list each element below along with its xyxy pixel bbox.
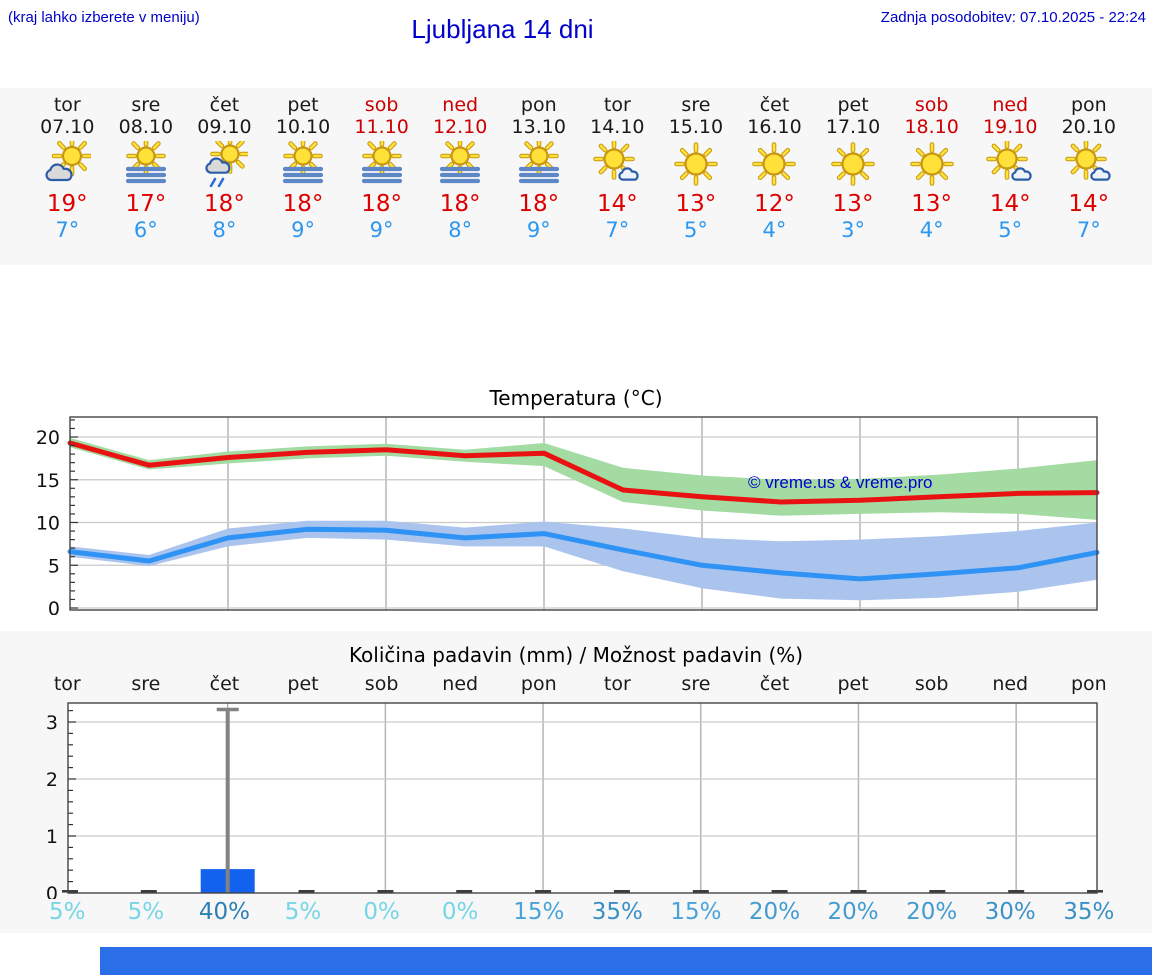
day-column[interactable] bbox=[657, 94, 736, 265]
sun-fog-icon bbox=[421, 141, 500, 189]
precip-probability: 5% bbox=[284, 899, 322, 925]
precip-day-label: sre bbox=[131, 673, 161, 695]
precip-probability: 0% bbox=[441, 899, 479, 925]
precip-day-label: sob bbox=[364, 673, 399, 695]
day-date: 20.10 bbox=[1061, 116, 1116, 138]
sun-cloud-rain-icon bbox=[185, 141, 264, 189]
day-low-temp: 5° bbox=[683, 218, 708, 242]
sun-fog-icon bbox=[342, 141, 421, 189]
day-date: 07.10 bbox=[40, 116, 95, 138]
day-date: 08.10 bbox=[118, 116, 174, 138]
day-column[interactable] bbox=[735, 94, 814, 265]
day-high-temp: 18° bbox=[204, 191, 245, 217]
day-name: tor bbox=[53, 94, 81, 116]
day-column[interactable] bbox=[107, 94, 186, 265]
precip-day-label: pon bbox=[520, 673, 557, 695]
day-name: pet bbox=[837, 94, 869, 116]
precip-probability: 35% bbox=[591, 899, 643, 925]
precip-probability: 0% bbox=[363, 899, 400, 925]
day-column[interactable] bbox=[1050, 94, 1129, 265]
day-column[interactable] bbox=[342, 94, 421, 265]
day-low-temp: 7° bbox=[605, 218, 630, 242]
precip-section bbox=[0, 631, 1152, 933]
day-high-temp: 18° bbox=[439, 191, 481, 217]
sun-icon bbox=[735, 141, 814, 189]
precip-chart-title: Količina padavin (mm) / Možnost padavin (%) bbox=[348, 643, 804, 667]
day-high-temp: 13° bbox=[832, 191, 874, 217]
day-name: pon bbox=[1070, 94, 1107, 116]
day-name: ned bbox=[442, 94, 479, 116]
precip-probability: 35% bbox=[1063, 899, 1115, 925]
day-high-temp: 13° bbox=[675, 191, 717, 217]
day-name: sre bbox=[131, 94, 161, 116]
precip-day-label: ned bbox=[442, 673, 479, 695]
sun-fog-icon bbox=[107, 141, 186, 189]
day-date: 15.10 bbox=[668, 116, 724, 138]
precip-day-label: tor bbox=[53, 673, 81, 695]
sun-icon bbox=[657, 141, 736, 189]
day-name: tor bbox=[603, 94, 631, 116]
precip-day-label: čet bbox=[209, 673, 240, 695]
day-low-temp: 9° bbox=[369, 218, 394, 242]
day-name: pon bbox=[520, 94, 557, 116]
day-date: 18.10 bbox=[904, 116, 959, 138]
precip-probability: 40% bbox=[198, 899, 250, 925]
svg-text:3: 3 bbox=[45, 712, 58, 734]
day-date: 10.10 bbox=[275, 116, 331, 138]
sun-small-cloud-icon bbox=[1050, 141, 1129, 189]
precip-day-label: sob bbox=[914, 673, 949, 695]
day-high-temp: 18° bbox=[361, 191, 402, 217]
svg-text:5: 5 bbox=[47, 555, 60, 578]
day-high-temp: 14° bbox=[989, 191, 1031, 217]
svg-text:0: 0 bbox=[45, 883, 58, 899]
watermark-link[interactable]: © vreme.us & vreme.pro bbox=[748, 473, 933, 492]
day-low-temp: 9° bbox=[526, 218, 551, 242]
sun-small-cloud-icon bbox=[578, 141, 657, 189]
day-date: 11.10 bbox=[354, 116, 409, 138]
day-column[interactable] bbox=[814, 94, 893, 265]
sun-small-cloud-icon bbox=[971, 141, 1050, 189]
day-low-temp: 9° bbox=[291, 218, 315, 242]
day-high-temp: 17° bbox=[125, 191, 167, 217]
day-column[interactable] bbox=[971, 94, 1050, 265]
day-low-temp: 8° bbox=[212, 218, 237, 242]
day-low-temp: 4° bbox=[919, 218, 944, 242]
day-name: sob bbox=[914, 94, 949, 116]
sun-fog-icon bbox=[264, 141, 343, 189]
day-low-temp: 7° bbox=[55, 218, 80, 242]
day-high-temp: 18° bbox=[282, 191, 324, 217]
precip-day-label: čet bbox=[759, 673, 790, 695]
day-high-temp: 19° bbox=[46, 191, 88, 217]
page-title: Ljubljana 14 dni bbox=[411, 14, 594, 44]
day-date: 17.10 bbox=[825, 116, 881, 138]
header-note: (kraj lahko izberete v meniju) bbox=[8, 9, 200, 26]
day-name: čet bbox=[759, 94, 790, 116]
temp-chart-title: Temperatura (°C) bbox=[489, 386, 663, 410]
forecast-strip bbox=[0, 88, 1152, 265]
day-high-temp: 13° bbox=[911, 191, 953, 217]
day-low-temp: 8° bbox=[448, 218, 473, 242]
day-column[interactable] bbox=[264, 94, 343, 265]
day-high-temp: 14° bbox=[1068, 191, 1110, 217]
day-column[interactable] bbox=[499, 94, 578, 265]
temperature-chart bbox=[0, 415, 1152, 615]
day-name: čet bbox=[209, 94, 240, 116]
precip-day-label: sre bbox=[681, 673, 711, 695]
day-date: 09.10 bbox=[197, 116, 252, 138]
day-date: 19.10 bbox=[983, 116, 1038, 138]
precip-probability: 20% bbox=[906, 899, 958, 925]
day-column[interactable] bbox=[892, 94, 971, 265]
day-name: sre bbox=[681, 94, 711, 116]
day-column[interactable] bbox=[578, 94, 657, 265]
precip-probability: 20% bbox=[827, 899, 879, 925]
svg-text:0: 0 bbox=[47, 598, 60, 615]
day-name: ned bbox=[992, 94, 1029, 116]
day-high-temp: 18° bbox=[518, 191, 560, 217]
precip-probability: 15% bbox=[670, 899, 722, 925]
day-date: 16.10 bbox=[747, 116, 802, 138]
day-date: 14.10 bbox=[590, 116, 645, 138]
day-column[interactable] bbox=[421, 94, 500, 265]
day-high-temp: 12° bbox=[754, 191, 795, 217]
precip-day-labels bbox=[0, 673, 1152, 695]
day-date: 13.10 bbox=[511, 116, 566, 138]
day-name: pet bbox=[287, 94, 319, 116]
svg-text:1: 1 bbox=[45, 826, 58, 848]
day-name: sob bbox=[364, 94, 399, 116]
last-updated: Zadnja posodobitev: 07.10.2025 - 22:24 bbox=[880, 9, 1146, 26]
svg-text:10: 10 bbox=[35, 512, 60, 535]
day-low-temp: 3° bbox=[841, 218, 865, 242]
day-low-temp: 7° bbox=[1076, 218, 1101, 242]
precipitation-chart bbox=[0, 700, 1152, 899]
day-date: 12.10 bbox=[432, 116, 488, 138]
day-low-temp: 4° bbox=[762, 218, 787, 242]
sun-fog-icon bbox=[499, 141, 578, 189]
precip-day-label: ned bbox=[992, 673, 1029, 695]
precip-day-label: pon bbox=[1070, 673, 1107, 695]
svg-text:2: 2 bbox=[45, 769, 58, 791]
svg-text:15: 15 bbox=[35, 469, 60, 492]
precip-probability: 5% bbox=[127, 899, 165, 925]
precip-day-label: tor bbox=[603, 673, 631, 695]
precip-probability: 30% bbox=[984, 899, 1036, 925]
day-column[interactable] bbox=[185, 94, 264, 265]
sun-icon bbox=[892, 141, 971, 189]
day-column[interactable] bbox=[28, 94, 107, 265]
sun-icon bbox=[814, 141, 893, 189]
day-low-temp: 5° bbox=[998, 218, 1023, 242]
precip-probability-row bbox=[0, 899, 1152, 925]
precip-probability: 20% bbox=[748, 899, 801, 925]
svg-text:20: 20 bbox=[35, 427, 60, 449]
footer-bar bbox=[100, 947, 1152, 975]
sun-cloud-icon bbox=[28, 141, 107, 189]
precip-probability: 15% bbox=[513, 899, 565, 925]
precip-day-label: pet bbox=[287, 673, 319, 695]
precip-day-label: pet bbox=[837, 673, 869, 695]
day-high-temp: 14° bbox=[596, 191, 638, 217]
day-low-temp: 6° bbox=[133, 218, 158, 242]
precip-probability: 5% bbox=[49, 899, 86, 925]
